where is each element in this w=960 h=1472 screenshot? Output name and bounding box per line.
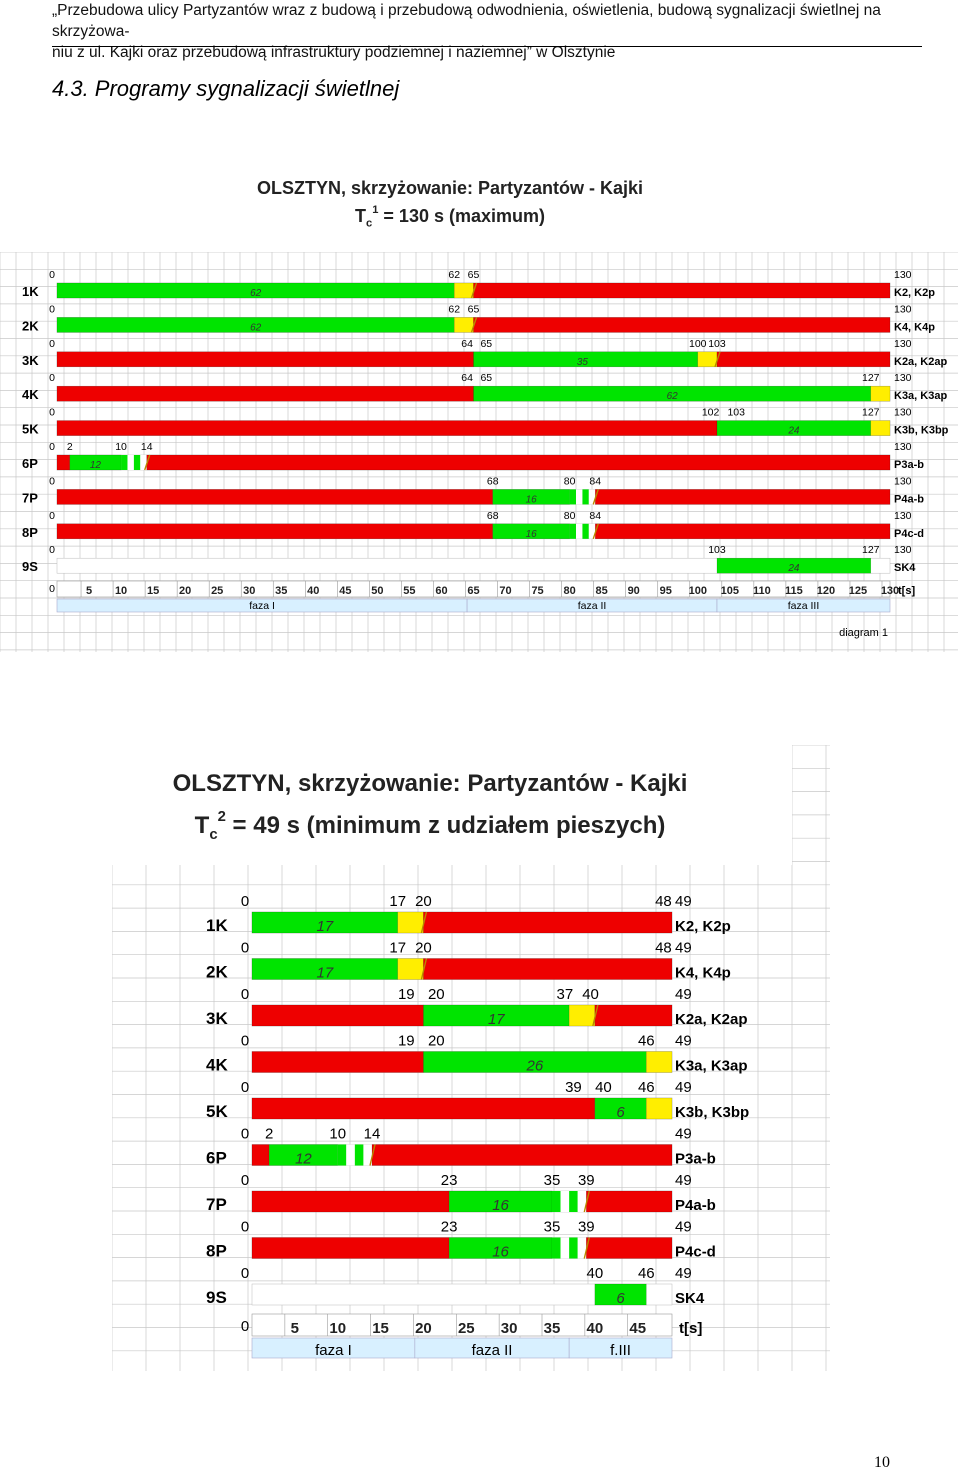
time-mark: 23 [440, 1172, 458, 1189]
axis-tick-label: 45 [339, 585, 352, 597]
signal-row-3k [22, 338, 947, 368]
axis-tick-label: 30 [500, 1320, 518, 1337]
signal-group-label: P3a-b [894, 459, 924, 471]
axis-tick-label: 10 [114, 585, 128, 597]
red-segment [57, 352, 474, 367]
signal-group-label: K3a, K3ap [675, 1057, 748, 1075]
yellow-segment [454, 283, 473, 298]
time-mark: 48 [655, 893, 672, 910]
end-time: 49 [675, 1218, 692, 1236]
time-mark: 20 [415, 939, 432, 957]
phase-label: faza I [249, 600, 275, 612]
start-time: 0 [49, 475, 55, 488]
end-time: 49 [675, 893, 692, 910]
phase-label: faza II [471, 1342, 513, 1359]
end-time: 130 [894, 475, 912, 488]
red-segment [57, 386, 474, 401]
axis-tick-label: 50 [371, 585, 384, 597]
signal-id: 2K [206, 962, 228, 982]
blink-green-segment [570, 489, 576, 504]
red-segment [372, 1145, 672, 1166]
signal-row-4k [22, 372, 947, 402]
red-segment [595, 489, 890, 504]
red-segment [57, 524, 493, 539]
axis-tick-label: 100 [688, 585, 707, 597]
start-time: 0 [49, 441, 55, 453]
end-time: 49 [675, 1172, 692, 1189]
time-mark: 62 [448, 303, 461, 316]
blink-green-segment [121, 455, 127, 470]
green-duration: 6 [616, 1290, 625, 1307]
end-time: 130 [894, 372, 912, 385]
signal-group-label: K2, K2p [894, 287, 935, 299]
green-duration: 12 [295, 1150, 312, 1168]
time-mark: 40 [595, 1079, 612, 1096]
start-time: 0 [240, 1218, 250, 1236]
end-time: 130 [894, 269, 912, 281]
time-mark: 65 [467, 303, 480, 316]
start-time: 0 [49, 269, 55, 281]
end-time: 49 [675, 1032, 692, 1050]
axis-tick-label: 120 [816, 585, 836, 597]
time-mark: 68 [486, 509, 499, 522]
axis-tick-label: 35 [275, 585, 288, 597]
axis-tick-label: 15 [372, 1320, 389, 1337]
red-segment [423, 912, 672, 933]
axis-tick-label: 45 [629, 1320, 647, 1337]
green-duration: 17 [487, 1011, 505, 1028]
start-time: 0 [49, 303, 55, 316]
axis-tick-label: 90 [627, 585, 640, 597]
red-segment [586, 1191, 672, 1212]
time-mark: 80 [563, 509, 576, 522]
axis-tick-label: 75 [531, 585, 544, 597]
time-mark: 103 [708, 337, 726, 350]
signal-row-7p [206, 1172, 716, 1214]
cycle-time-label: $T_c^2 = 49$ s (minimum z udziałem pieszych) [194, 809, 666, 843]
axis-tick-label: 125 [848, 585, 868, 597]
red-segment [252, 1005, 423, 1026]
diagram-caption: diagram 1 [839, 627, 888, 639]
end-time: 130 [894, 509, 912, 522]
diagram-title: OLSZTYN, skrzyżowanie: Partyzantów - Kajki [172, 770, 688, 797]
start-time: 0 [240, 1265, 250, 1282]
blink-green-segment [338, 1145, 347, 1166]
yellow-segment [646, 1098, 672, 1119]
time-mark: 10 [329, 1125, 347, 1143]
end-time: 49 [675, 1265, 692, 1282]
time-mark: 40 [582, 986, 599, 1003]
red-segment [586, 1238, 672, 1259]
start-time: 0 [49, 372, 55, 385]
end-time: 49 [675, 1125, 692, 1143]
signal-diagram-1 [0, 160, 960, 655]
time-mark: 46 [637, 1265, 655, 1282]
blink-green-segment [582, 524, 588, 539]
blink-green-segment [561, 1238, 570, 1259]
axis-zero: 0 [240, 1318, 250, 1335]
time-mark: 17 [389, 893, 407, 910]
signal-row-8p [22, 510, 924, 540]
axis-tick-label: 40 [307, 585, 320, 597]
signal-id: 7P [22, 490, 38, 506]
signal-row-8p [206, 1219, 716, 1261]
signal-group-label: P4c-d [894, 527, 924, 540]
signal-group-label: K2a, K2ap [894, 355, 948, 368]
red-segment [423, 959, 672, 980]
yellow-segment [698, 352, 717, 367]
red-segment [252, 1238, 449, 1259]
start-time: 0 [240, 893, 250, 910]
red-segment [474, 317, 891, 332]
signal-id: 9S [206, 1288, 227, 1307]
signal-row-9s [206, 1265, 705, 1307]
signal-id: 6P [206, 1148, 227, 1168]
signal-group-label: K3b, K3bp [675, 1104, 750, 1121]
time-mark: 46 [637, 1032, 655, 1050]
axis-zero: 0 [49, 583, 55, 595]
blink-green-segment [569, 1238, 578, 1259]
time-mark: 80 [563, 475, 576, 488]
signal-row-7p [22, 475, 924, 505]
axis-tick-label: 25 [457, 1320, 475, 1337]
red-segment [57, 489, 493, 504]
time-mark: 102 [701, 406, 720, 419]
signal-row-5k [22, 407, 949, 437]
blink-green-segment [582, 489, 588, 504]
red-segment [57, 421, 717, 436]
axis-tick-label: 5 [290, 1320, 300, 1337]
red-segment [252, 1052, 423, 1073]
yellow-segment [454, 317, 473, 332]
time-axis [241, 1314, 703, 1359]
signal-id: 5K [206, 1102, 228, 1121]
axis-tick-label: 40 [586, 1320, 604, 1337]
signal-row-1k [22, 269, 935, 299]
time-mark: 103 [708, 544, 726, 557]
end-time: 130 [894, 337, 912, 350]
signal-row-6p [22, 441, 924, 471]
axis-tick-label: 115 [785, 585, 803, 597]
axis-tick-label: 30 [243, 585, 256, 597]
axis-tick-label: 15 [146, 585, 160, 597]
green-duration: 26 [526, 1057, 544, 1075]
time-mark: 62 [448, 269, 461, 281]
blink-green-segment [552, 1238, 561, 1259]
green-duration: 35 [576, 356, 588, 368]
time-mark: 37 [556, 986, 574, 1003]
time-mark: 35 [543, 1172, 561, 1189]
time-mark: 14 [140, 441, 153, 453]
time-mark: 2 [264, 1125, 274, 1143]
signal-group-label: SK4 [894, 562, 916, 575]
time-mark: 65 [480, 372, 493, 385]
yellow-segment [398, 912, 424, 933]
header-line-1: „Przebudowa ulicy Partyzantów wraz z budową i przebudową odwodnienia, oświetlenia, budową sygnalizacji świetlnej na skrzyżowa- [52, 2, 881, 40]
time-mark: 14 [363, 1125, 381, 1143]
axis-tick-label: 130 [880, 585, 900, 597]
time-mark: 84 [589, 509, 602, 522]
time-mark: 39 [577, 1218, 595, 1236]
axis-tick-label: 65 [467, 585, 480, 597]
green-duration: 17 [316, 918, 334, 935]
blink-green-segment [134, 455, 140, 470]
time-mark: 127 [862, 406, 880, 419]
signal-group-label: P4a-b [675, 1197, 716, 1214]
start-time: 0 [49, 509, 55, 522]
signal-group-label: K4, K4p [675, 964, 731, 982]
end-time: 130 [894, 544, 912, 557]
blink-green-segment [355, 1145, 364, 1166]
time-mark: 100 [689, 337, 707, 350]
green-duration: 24 [788, 563, 800, 575]
signal-id: 8P [22, 524, 38, 540]
blink-green-segment [576, 524, 582, 539]
axis-tick-label: 35 [543, 1320, 561, 1337]
signal-group-label: K2, K2p [675, 918, 731, 935]
red-segment [252, 1098, 595, 1119]
start-time: 0 [240, 1172, 250, 1189]
blink-green-segment [570, 524, 576, 539]
cycle-time-label: $T_c^1 = 130$ s (maximum) [354, 204, 546, 230]
phase-label: faza I [315, 1342, 352, 1359]
end-time: 49 [675, 986, 692, 1003]
end-time: 130 [894, 441, 912, 453]
yellow-segment [871, 386, 890, 401]
green-duration: 16 [525, 494, 537, 506]
red-segment [595, 524, 890, 539]
page-number: 10 [874, 1454, 890, 1471]
time-mark: 103 [727, 406, 745, 419]
time-mark: 39 [565, 1079, 582, 1096]
phase-label: f.III [610, 1342, 631, 1359]
signal-id: 4K [22, 387, 39, 403]
time-mark: 46 [637, 1079, 655, 1096]
yellow-segment [871, 421, 890, 436]
time-axis [49, 581, 915, 639]
signal-id: 9S [22, 559, 38, 575]
blink-green-segment [561, 1191, 570, 1212]
green-duration: 24 [788, 425, 800, 437]
green-duration: 6 [616, 1104, 625, 1121]
axis-tick-label: 10 [329, 1320, 347, 1337]
phase-label: faza II [577, 600, 607, 612]
green-duration: 16 [525, 528, 537, 540]
time-mark: 35 [543, 1218, 561, 1236]
signal-row-1k [206, 893, 731, 935]
signal-row-9s [22, 544, 916, 574]
signal-group-label: P4a-b [894, 493, 924, 506]
axis-tick-label: 5 [85, 585, 93, 597]
time-mark: 17 [389, 939, 407, 957]
title-area [112, 745, 792, 865]
time-mark: 20 [427, 1032, 445, 1050]
signal-row-2k [22, 303, 935, 333]
green-duration: 17 [316, 964, 334, 982]
phase-label: faza III [787, 600, 820, 612]
document-header [52, 0, 922, 63]
axis-tick-label: 20 [415, 1320, 432, 1337]
red-segment [252, 1145, 269, 1166]
time-mark: 127 [862, 372, 880, 385]
signal-group-label: SK4 [675, 1290, 705, 1307]
blink-green-segment [346, 1145, 355, 1166]
signal-group-label: P3a-b [675, 1150, 716, 1168]
axis-unit: t[s] [679, 1320, 703, 1337]
signal-id: 3K [22, 352, 39, 368]
signal-row-3k [206, 986, 748, 1028]
red-segment [474, 283, 891, 298]
signal-group-label: P4c-d [675, 1243, 716, 1261]
time-mark: 19 [397, 1032, 415, 1050]
red-segment [595, 1005, 672, 1026]
time-mark: 2 [66, 441, 73, 453]
start-time: 0 [49, 337, 55, 350]
start-time: 0 [240, 939, 250, 957]
start-time: 0 [240, 1125, 250, 1143]
signal-diagram-2 [112, 745, 832, 1373]
yellow-segment [646, 1052, 672, 1073]
time-mark: 40 [586, 1265, 604, 1282]
red-segment [717, 352, 890, 367]
time-mark: 65 [480, 337, 493, 350]
axis-tick-label: 110 [752, 585, 771, 597]
section-title: 4.3. Programy sygnalizacji świetlnej [52, 76, 400, 101]
end-time: 49 [675, 1079, 692, 1096]
blink-green-segment [127, 455, 133, 470]
header-rule [52, 46, 922, 47]
green-duration: 62 [250, 322, 262, 334]
axis-tick-label: 85 [595, 585, 608, 597]
time-mark: 64 [461, 372, 473, 385]
start-time: 0 [49, 406, 55, 419]
blink-green-segment [569, 1191, 578, 1212]
yellow-segment [569, 1005, 595, 1026]
signal-group-label: K4, K4p [894, 321, 935, 334]
time-mark: 64 [461, 337, 473, 350]
axis-tick-label: 20 [179, 585, 192, 597]
blink-green-segment [576, 489, 582, 504]
green-duration: 62 [666, 391, 678, 403]
end-time: 49 [675, 939, 692, 957]
signal-id: 1K [206, 916, 228, 935]
time-mark: 20 [415, 893, 432, 910]
axis-tick-label: 55 [403, 585, 416, 597]
signal-row-4k [206, 1033, 748, 1075]
start-time: 0 [240, 986, 250, 1003]
signal-id: 8P [206, 1241, 227, 1261]
time-mark: 20 [427, 986, 445, 1003]
start-time: 0 [49, 544, 55, 557]
blink-green-segment [552, 1191, 561, 1212]
start-time: 0 [240, 1032, 250, 1050]
red-segment [57, 455, 70, 470]
signal-row-5k [206, 1079, 749, 1121]
signal-group-label: K2a, K2ap [675, 1011, 748, 1028]
time-mark: 39 [577, 1172, 595, 1189]
signal-id: 7P [206, 1195, 227, 1214]
axis-tick-label: 105 [720, 585, 739, 597]
axis-tick-label: 25 [211, 585, 224, 597]
axis-tick-label: 80 [563, 585, 576, 597]
time-mark: 84 [589, 475, 602, 488]
signal-id: 5K [22, 421, 39, 437]
signal-row-6p [206, 1126, 716, 1168]
signal-id: 3K [206, 1009, 228, 1028]
green-duration: 12 [89, 460, 102, 471]
signal-id: 6P [22, 456, 38, 471]
signal-id: 4K [206, 1055, 228, 1075]
time-mark: 48 [655, 939, 672, 957]
time-mark: 19 [397, 986, 415, 1003]
green-duration: 16 [492, 1197, 509, 1214]
red-segment [252, 1191, 449, 1212]
time-mark: 65 [467, 269, 480, 281]
red-segment [147, 455, 890, 470]
green-duration: 62 [250, 288, 262, 299]
signal-row-2k [206, 940, 731, 982]
end-time: 130 [894, 406, 912, 419]
signal-group-label: K3b, K3bp [894, 424, 949, 437]
time-mark: 10 [115, 441, 127, 453]
time-mark: 127 [862, 544, 880, 557]
start-time: 0 [240, 1079, 250, 1096]
signal-id: 2K [22, 318, 39, 334]
time-mark: 23 [440, 1218, 458, 1236]
axis-tick-label: 60 [435, 585, 448, 597]
yellow-segment [398, 959, 424, 980]
green-duration: 16 [492, 1243, 509, 1261]
axis-unit: t[s] [898, 585, 916, 597]
header-line-2: niu z ul. Kajki oraz przebudową infrastruktury podziemnej i naziemnej” w Olsztynie [52, 44, 616, 61]
axis-tick-label: 95 [659, 585, 672, 597]
diagram-title: OLSZTYN, skrzyżowanie: Partyzantów - Kajki [256, 178, 644, 198]
signal-group-label: K3a, K3ap [894, 390, 948, 403]
axis-tick-label: 70 [499, 585, 512, 597]
signal-id: 1K [22, 284, 39, 299]
end-time: 130 [894, 303, 912, 316]
time-mark: 68 [486, 475, 499, 488]
